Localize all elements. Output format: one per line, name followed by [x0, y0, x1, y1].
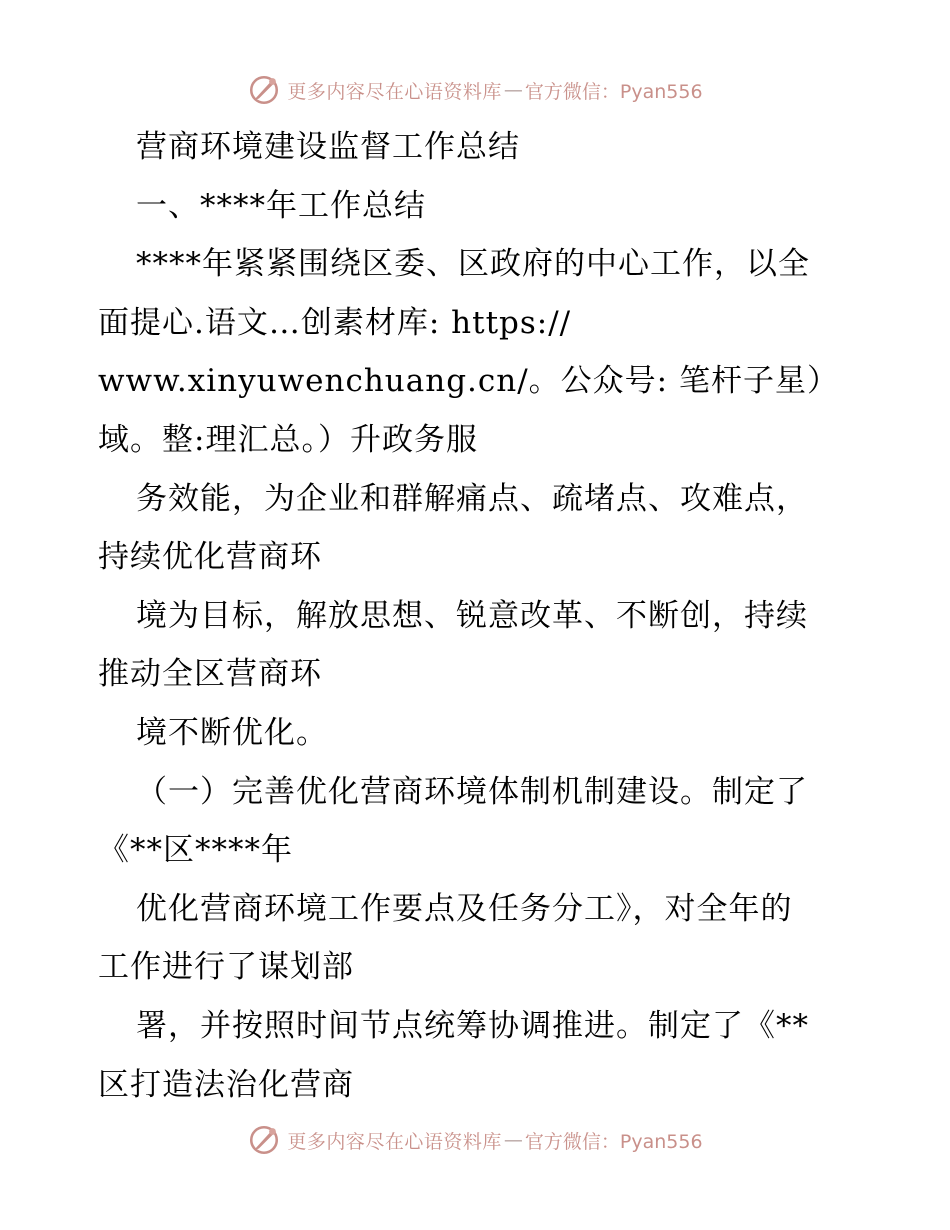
text-line: 推动全区营商环 — [98, 656, 322, 693]
text-line: ****年紧紧围绕区委、区政府的中心工作，以全 — [136, 246, 810, 283]
text-line: www.xinyuwenchuang.cn/。公众号: 笔杆子星） — [98, 363, 839, 400]
subsection-heading: （一）完善优化营商环境体制机制建设。制定了 — [136, 773, 808, 810]
text-line: 持续优化营商环 — [98, 539, 322, 576]
watermark-separator: — — [503, 1129, 523, 1151]
watermark-suffix-text: 官方微信：Pyan556 — [524, 80, 703, 103]
text-line: 境不断优化。 — [136, 714, 328, 751]
text-line: 优化营商环境工作要点及任务分工》，对全年的 — [136, 890, 793, 927]
text-line: 《**区****年 — [98, 832, 293, 869]
section-heading: 一、****年工作总结 — [136, 187, 426, 224]
text-line: 面提心.语文…创素材库: https:// — [98, 304, 572, 341]
text-line: 工作进行了谋划部 — [98, 949, 354, 986]
watermark-main-text: 更多内容尽在心语资料库 — [287, 80, 502, 103]
text-line: 境为目标，解放思想、锐意改革、不断创，持续 — [136, 597, 808, 634]
doc-title: 营商环境建设监督工作总结 — [136, 129, 520, 165]
watermark-header — [0, 70, 950, 110]
watermark-suffix-text: 官方微信：Pyan556 — [524, 1130, 703, 1153]
feather-pen-logo-icon — [247, 73, 281, 107]
document-body — [98, 118, 858, 1114]
text-line: 务效能，为企业和群解痛点、疏堵点、攻难点， — [136, 480, 808, 517]
watermark-footer — [0, 1120, 950, 1160]
text-line: 署，并按照时间节点统筹协调推进。制定了《** — [136, 1007, 809, 1044]
watermark-separator: — — [503, 79, 523, 101]
text-line: 域。整:理汇总。）升政务服 — [98, 421, 478, 458]
feather-pen-logo-icon — [247, 1123, 281, 1157]
watermark-main-text: 更多内容尽在心语资料库 — [287, 1130, 502, 1153]
text-line: 区打造法治化营商 — [98, 1066, 354, 1103]
